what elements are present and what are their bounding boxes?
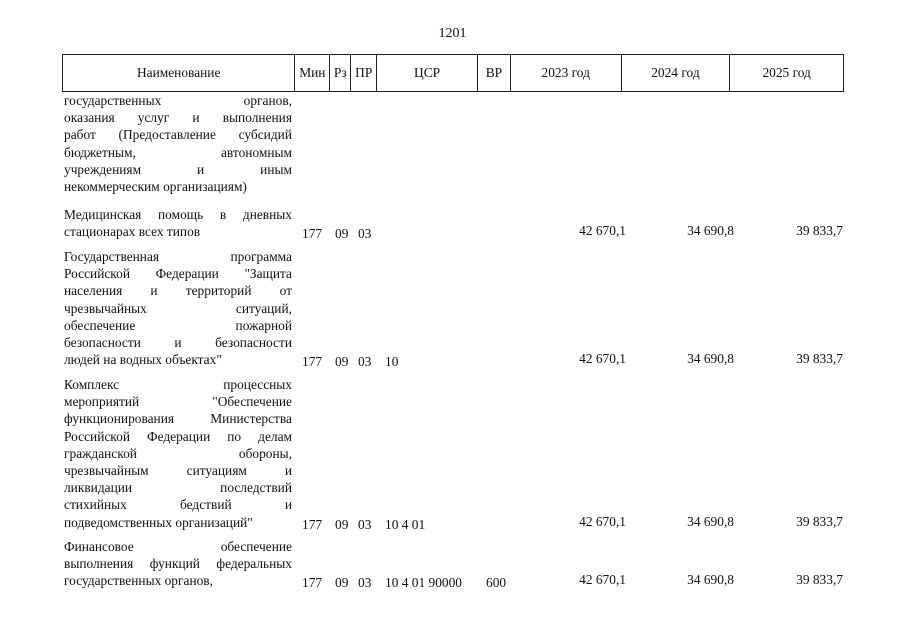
cell-y2024: 34 690,8 xyxy=(687,223,734,239)
row-name-line: Финансовое обеспечение xyxy=(64,539,292,554)
cell-y2023: 42 670,1 xyxy=(579,513,626,529)
row-name-line: государственных органов, xyxy=(64,573,213,589)
cell-y2025: 39 833,7 xyxy=(796,513,843,529)
cell-min: 177 xyxy=(302,575,323,591)
cell-pr: 03 xyxy=(358,354,372,370)
row-name xyxy=(64,206,292,240)
cell-rz: 09 xyxy=(335,575,349,591)
cell-rz: 09 xyxy=(335,516,349,532)
row-name-line: населения и территорий от xyxy=(64,283,292,299)
row-name-line: Государственная программа xyxy=(64,249,292,264)
cell-min: 177 xyxy=(302,516,323,532)
cell-y2024: 34 690,8 xyxy=(687,513,734,529)
page-number: 1201 xyxy=(438,26,467,41)
row-name-line: чрезвычайным ситуациям и xyxy=(64,462,292,478)
row-name-line: подведомственных организаций" xyxy=(64,514,253,530)
row-name-line: функционирования Министерства xyxy=(64,411,292,427)
row-name-line: ликвидации последствий xyxy=(64,480,292,496)
row-name xyxy=(64,92,292,195)
cell-pr: 03 xyxy=(358,575,372,591)
row-name-line: обеспечение пожарной xyxy=(64,317,292,333)
cell-csr: 10 4 01 xyxy=(385,516,426,532)
cell-y2024: 34 690,8 xyxy=(687,572,734,588)
row-name-line: людей на водных объектах" xyxy=(64,352,222,368)
header-vr: ВР xyxy=(478,55,511,91)
row-name-line: учреждениям и иным xyxy=(64,161,292,177)
row-name-line: государственных органов, xyxy=(64,93,292,108)
cell-y2023: 42 670,1 xyxy=(579,223,626,239)
cell-rz: 09 xyxy=(335,354,349,370)
header-2023: 2023 год xyxy=(511,55,622,91)
header-pr: ПР xyxy=(351,55,377,91)
cell-pr: 03 xyxy=(358,516,372,532)
row-name-line: оказания услуг и выполнения xyxy=(64,110,292,126)
row-name xyxy=(64,248,292,368)
row-name-line: Комплекс процессных xyxy=(64,377,292,392)
row-name-line: бюджетным, автономным xyxy=(64,144,292,160)
row-name-line: Российской Федерации "Защита xyxy=(64,266,292,282)
cell-y2025: 39 833,7 xyxy=(796,223,843,239)
cell-y2023: 42 670,1 xyxy=(579,351,626,367)
cell-rz: 09 xyxy=(335,226,349,242)
cell-pr: 03 xyxy=(358,226,372,242)
row-name-line: стихийных бедствий и xyxy=(64,497,292,513)
cell-vr: 600 xyxy=(486,575,507,591)
header-min: Мин xyxy=(295,55,330,91)
row-name-line: чрезвычайных ситуаций, xyxy=(64,300,292,316)
cell-min: 177 xyxy=(302,354,323,370)
cell-y2024: 34 690,8 xyxy=(687,351,734,367)
header-csr: ЦСР xyxy=(377,55,478,91)
cell-min: 177 xyxy=(302,226,323,242)
cell-y2025: 39 833,7 xyxy=(796,351,843,367)
row-name xyxy=(64,538,292,590)
cell-csr: 10 xyxy=(385,354,399,370)
row-name-line: работ (Предоставление субсидий xyxy=(64,127,292,143)
cell-y2023: 42 670,1 xyxy=(579,572,626,588)
row-name-line: стационарах всех типов xyxy=(64,224,201,240)
row-name-line: Медицинская помощь в дневных xyxy=(64,207,292,222)
row-name-line: мероприятий "Обеспечение xyxy=(64,394,292,410)
cell-y2025: 39 833,7 xyxy=(796,572,843,588)
row-name-line: гражданской обороны, xyxy=(64,445,292,461)
row-name-line: некоммерческим организациям) xyxy=(64,178,247,194)
header-name: Наименование xyxy=(63,55,295,91)
header-rz: Рз xyxy=(330,55,351,91)
row-name-line: выполнения функций федеральных xyxy=(64,556,292,572)
row-name-line: безопасности и безопасности xyxy=(64,334,292,350)
header-2024: 2024 год xyxy=(622,55,731,91)
header-2025: 2025 год xyxy=(762,65,811,80)
table-header xyxy=(62,54,844,92)
row-name xyxy=(64,376,292,531)
cell-csr: 10 4 01 90000 xyxy=(385,575,462,591)
row-name-line: Российской Федерации по делам xyxy=(64,428,292,444)
